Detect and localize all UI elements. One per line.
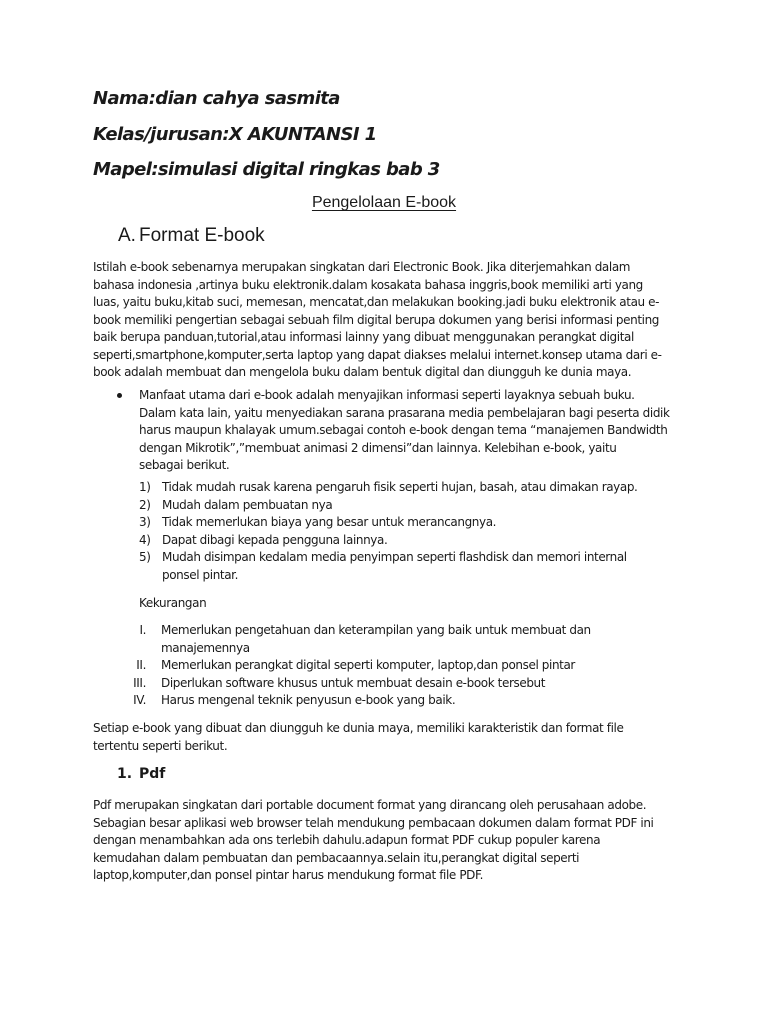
pdf-line: dengan menambahkan ada ons terlebih dahulu.adapun format PDF cukup populer karena — [93, 833, 601, 847]
disadvantage-text: manajemennya — [161, 640, 250, 655]
student-name: Nama:dian cahya sasmita — [93, 88, 340, 109]
advantage-item — [139, 479, 637, 497]
bullet-line: harus maupun khalayak umum.sebagai contoh e-book dengan tema “manajemen Bandwidth — [139, 423, 668, 437]
advantage-text: Tidak memerlukan biaya yang besar untuk merancangnya. — [162, 515, 497, 529]
bullet-line: sebagai berikut. — [139, 458, 230, 472]
subject-line: Mapel:simulasi digital ringkas bab 3 — [93, 159, 440, 180]
disadvantage-item — [133, 675, 546, 693]
advantage-item — [139, 497, 332, 515]
section-a-heading — [118, 225, 265, 247]
pdf-line: Sebagian besar aplikasi web browser telah mendukung pembacaan dokumen dalam format PDF ini — [93, 815, 654, 830]
disadvantage-item — [139, 622, 591, 657]
disadvantage-marker: IV. — [133, 693, 146, 707]
intro-line: seperti,smartphone,komputer,serta laptop yang dapat diakses melalui internet.konsep utama dari e- — [93, 347, 662, 362]
pdf-line: laptop,komputer,dan ponsel pintar harus mendukung format file PDF. — [93, 868, 483, 882]
intro-line: bahasa indonesia ,artinya buku elektronik.dalam kosakata bahasa inggris,book memiliki arti yang — [93, 277, 643, 292]
bullet-line: Manfaat utama dari e-book adalah menyajikan informasi seperti layaknya sebuah buku. — [139, 388, 635, 402]
advantage-marker: 3) — [139, 515, 151, 529]
intro-line: book memiliki pengertian sebagai sebuah film digital berupa dokumen yang berisi informasi penting — [93, 312, 659, 327]
intro-line: baik berupa panduan,tutorial,atau informasi lainny yang dibuat menggunakan perangkat digital — [93, 330, 634, 344]
intro-paragraph — [93, 259, 662, 382]
disadvantage-text: Diperlukan software khusus untuk membuat desain e-book tersebut — [161, 676, 546, 690]
intro-line: book adalah membuat dan mengelola buku dalam bentuk digital dan diungguh ke dunia maya. — [93, 365, 632, 379]
advantage-text: Mudah dalam pembuatan nya — [162, 498, 333, 512]
advantage-marker: 1) — [139, 480, 151, 494]
advantage-marker: 2) — [139, 498, 151, 512]
advantage-item — [139, 532, 387, 550]
bullet-paragraph — [139, 387, 670, 475]
advantage-item — [139, 514, 496, 532]
intro-line: luas, yaitu buku,kitab suci, memesan, mencatat,dan melakukan booking.jadi buku elektronik atau e- — [93, 295, 660, 309]
disadvantage-item — [133, 692, 456, 710]
advantage-marker: 5) — [139, 550, 151, 564]
pdf-line: Pdf merupakan singkatan dari portable document format yang dirancang oleh perusahaan adobe. — [93, 798, 647, 812]
disadvantage-marker: II. — [136, 658, 146, 672]
closing-line: Setiap e-book yang dibuat dan diungguh ke dunia maya, memiliki karakteristik dan format file — [93, 721, 624, 735]
pdf-line: kemudahan dalam pembuatan dan pembacaannya.selain itu,perangkat digital seperti — [93, 850, 580, 865]
pdf-heading-title: Pdf — [139, 766, 166, 782]
disadvantage-marker: I. — [139, 623, 146, 637]
advantage-text: ponsel pintar. — [162, 567, 239, 582]
disadvantage-marker: III. — [133, 676, 146, 690]
section-a-title: Format E-book — [139, 225, 265, 246]
bullet-line: Dalam kata lain, yaitu menyediakan sarana prasarana media pembelajaran bagi peserta didik — [139, 405, 670, 420]
disadvantage-text: Harus mengenal teknik penyusun e-book yang baik. — [161, 693, 456, 707]
disadvantage-item — [136, 657, 575, 675]
bullet-dot-icon — [117, 393, 122, 398]
advantage-marker: 4) — [139, 533, 151, 547]
advantage-text: Tidak mudah rusak karena pengaruh fisik seperti hujan, basah, atau dimakan rayap. — [162, 480, 638, 494]
document-title-text: Pengelolaan E-book — [311, 194, 457, 211]
pdf-paragraph — [93, 797, 653, 885]
kekurangan-label: Kekurangan — [139, 596, 207, 610]
closing-line: tertentu seperti berikut. — [93, 738, 228, 753]
closing-paragraph — [93, 720, 623, 755]
disadvantage-text: Memerlukan perangkat digital seperti komputer, laptop,dan ponsel pintar — [161, 658, 575, 672]
intro-line: Istilah e-book sebenarnya merupakan singkatan dari Electronic Book. Jika diterjemahkan dalam — [93, 260, 631, 274]
pdf-heading — [117, 766, 165, 782]
disadvantage-text: Memerlukan pengetahuan dan keterampilan yang baik untuk membuat dan — [161, 623, 591, 637]
advantage-text: Mudah disimpan kedalam media penyimpan seperti flashdisk dan memori internal — [162, 550, 627, 564]
pdf-heading-marker: 1. — [117, 766, 133, 782]
advantage-text: Dapat dibagi kepada pengguna lainnya. — [162, 533, 388, 547]
document-title — [0, 194, 768, 212]
student-class: Kelas/jurusan:X AKUNTANSI 1 — [93, 124, 377, 145]
advantage-item — [139, 549, 627, 584]
bullet-line: dengan Mikrotik”,”membuat animasi 2 dimensi”dan lainnya. Kelebihan e-book, yaitu — [139, 440, 617, 455]
section-a-marker: A. — [118, 225, 136, 246]
